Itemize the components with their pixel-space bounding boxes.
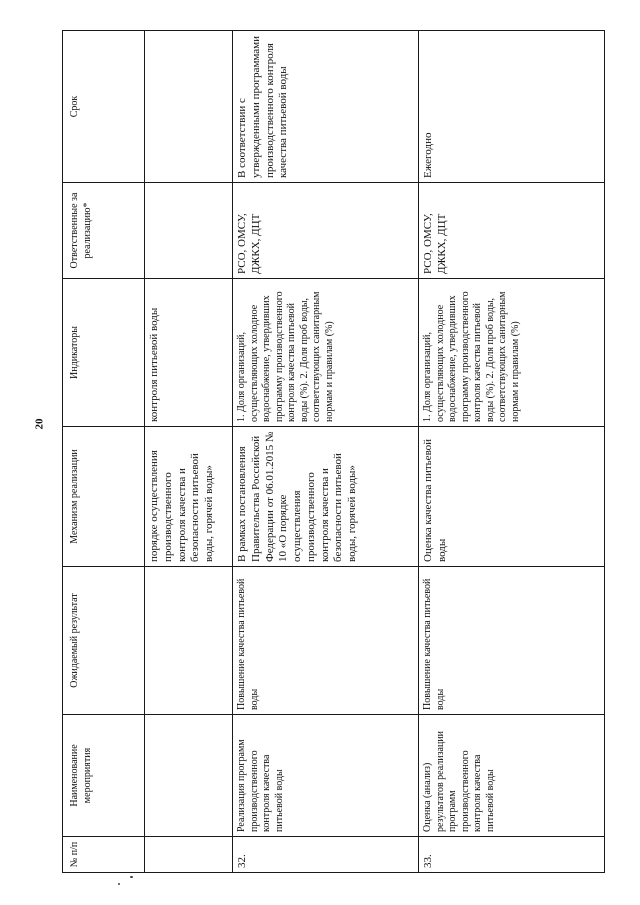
cell-name: Оценка (анализ) результатов реализации программ производственного контроля качества питьевой воды bbox=[419, 715, 605, 837]
cell-term: Ежегодно bbox=[419, 31, 605, 183]
header-responsible: Ответственные за реализацию* bbox=[63, 183, 145, 279]
header-term: Срок bbox=[63, 31, 145, 183]
page-number: 20 bbox=[33, 418, 46, 430]
header-indicators: Индикаторы bbox=[63, 279, 145, 427]
cell-term bbox=[145, 31, 233, 183]
cell-indicators: 1. Доля организаций, осуществляющих холодное водоснабжение, утвердивших программу производственного контроля качества питьевой воды (%). 2. Доля проб воды, соответствующих санитарным нормам и правилам (%) bbox=[419, 279, 605, 427]
cell-name: Реализация программ производственного контроля качества питьевой воды bbox=[233, 715, 419, 837]
cell-name bbox=[145, 715, 233, 837]
measures-table bbox=[62, 30, 605, 873]
cell-mechanism: Оценка качества питьевой воды bbox=[419, 427, 605, 567]
cell-indicators: 1. Доля организаций, осуществляющих холодное водоснабжение, утвердивших программу производственного контроля качества питьевой воды (%). 2. Доля проб воды, соответствующих санитарным нормам и правилам (%) bbox=[233, 279, 419, 427]
cell-responsible: РСО, ОМСУ, ДЖКХ, ДЦТ bbox=[419, 183, 605, 279]
scan-speck bbox=[130, 876, 133, 878]
cell-num bbox=[145, 837, 233, 873]
scan-speck bbox=[118, 883, 120, 885]
cell-term: В соответствии с утвержденными программами производственного контроля качества питьевой воды bbox=[233, 31, 419, 183]
rotated-table-container bbox=[62, 31, 604, 873]
header-num: № п/п bbox=[63, 837, 145, 873]
cell-indicators: контроля питьевой воды bbox=[145, 279, 233, 427]
table-row bbox=[419, 31, 605, 873]
table-row-continuation bbox=[145, 31, 233, 873]
header-result: Ожидаемый результат bbox=[63, 567, 145, 715]
cell-num: 32. bbox=[233, 837, 419, 873]
header-mechanism: Механизм реализации bbox=[63, 427, 145, 567]
cell-result: Повышение качества питьевой воды bbox=[233, 567, 419, 715]
table-header-row bbox=[63, 31, 145, 873]
cell-responsible bbox=[145, 183, 233, 279]
cell-responsible: РСО, ОМСУ, ДЖКХ, ДЦТ bbox=[233, 183, 419, 279]
cell-mechanism: порядке осуществления производственного контроля качества и безопасности питьевой воды, горячей воды» bbox=[145, 427, 233, 567]
cell-result: Повышение качества питьевой воды bbox=[419, 567, 605, 715]
cell-mechanism: В рамках постановления Правительства Российской Федерации от 06.01.2015 № 10 «О порядке осуществления производственного контроля качества и безопасности питьевой воды, горячей воды» bbox=[233, 427, 419, 567]
table-row bbox=[233, 31, 419, 873]
cell-num: 33. bbox=[419, 837, 605, 873]
header-name: Наименование мероприятия bbox=[63, 715, 145, 837]
cell-result bbox=[145, 567, 233, 715]
